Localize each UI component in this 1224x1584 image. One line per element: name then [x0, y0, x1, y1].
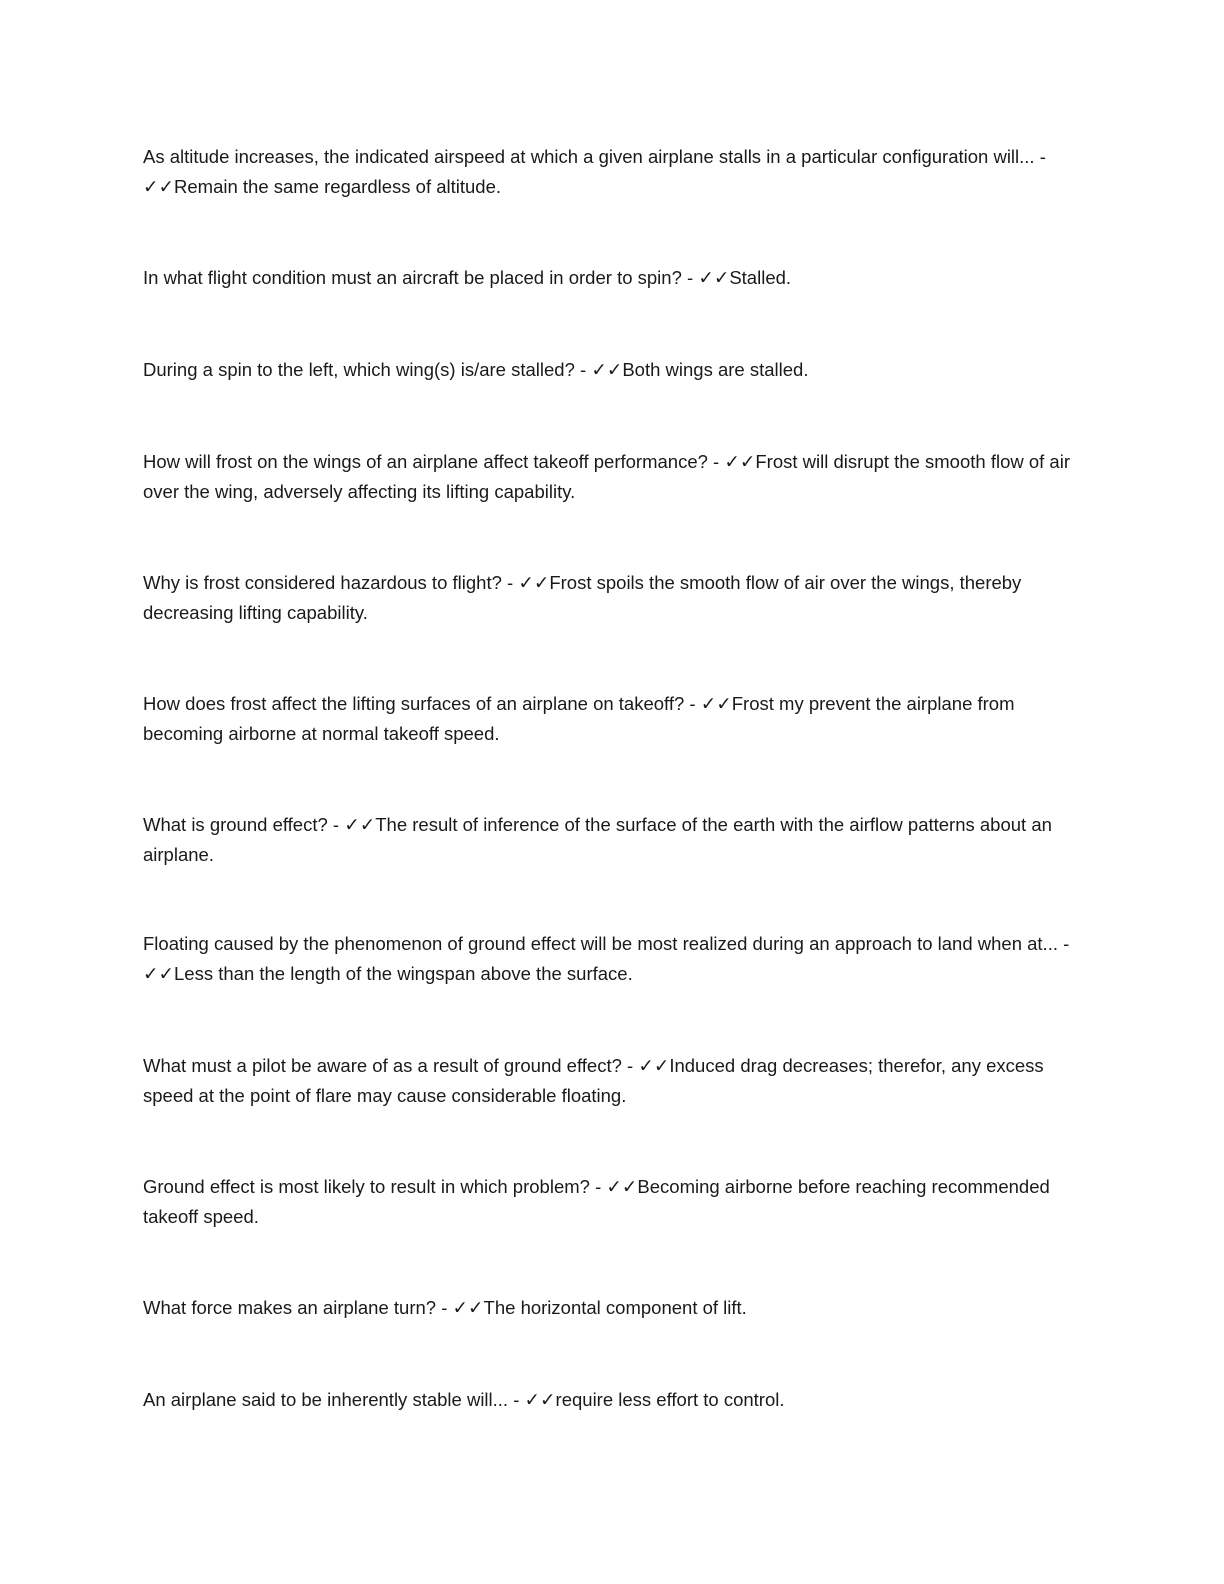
separator: -	[436, 1297, 453, 1318]
double-check-icon: ✓✓	[606, 1176, 638, 1197]
answer-text: Less than the length of the wingspan above the surface.	[174, 963, 633, 984]
qa-item	[143, 355, 1083, 385]
question-text: What must a pilot be aware of as a result of ground effect?	[143, 1055, 622, 1076]
separator: -	[501, 572, 519, 593]
double-check-icon: ✓✓	[518, 572, 550, 593]
answer-text: The horizontal component of lift.	[483, 1297, 747, 1318]
answer-text: Frost spoils the smooth flow of air over the wings, thereby decreasing lifting capability.	[143, 572, 1022, 623]
separator: -	[1034, 146, 1046, 167]
separator: -	[681, 267, 699, 288]
answer-text: Induced drag decreases; therefor, any excess speed at the point of flare may cause considerable floating.	[143, 1055, 1044, 1106]
double-check-icon: ✓✓	[143, 963, 175, 984]
separator: -	[327, 814, 345, 835]
double-check-icon: ✓✓	[452, 1297, 484, 1318]
question-text: What is ground effect?	[143, 814, 328, 835]
separator: -	[621, 1055, 639, 1076]
qa-list	[143, 142, 1083, 1415]
qa-item	[143, 447, 1083, 507]
double-check-icon: ✓✓	[591, 359, 623, 380]
answer-text: Stalled.	[729, 267, 792, 288]
double-check-icon: ✓✓	[724, 451, 756, 472]
answer-text: require less effort to control.	[555, 1389, 785, 1410]
answer-text: Frost will disrupt the smooth flow of air over the wing, adversely affecting its lifting capability.	[143, 451, 1070, 502]
answer-text: Remain the same regardless of altitude.	[174, 176, 502, 197]
double-check-icon: ✓✓	[638, 1055, 670, 1076]
qa-item	[143, 142, 1083, 202]
double-check-icon: ✓✓	[700, 693, 732, 714]
question-text: During a spin to the left, which wing(s) is/are stalled?	[143, 359, 575, 380]
double-check-icon: ✓✓	[143, 176, 175, 197]
separator: -	[508, 1389, 525, 1410]
qa-item	[143, 263, 1083, 293]
question-text: As altitude increases, the indicated airspeed at which a given airplane stalls in a particular configuration will...	[143, 146, 1035, 167]
question-text: Floating caused by the phenomenon of ground effect will be most realized during an approach to land when at...	[143, 933, 1058, 954]
separator: -	[707, 451, 725, 472]
qa-item	[143, 929, 1083, 989]
separator: -	[574, 359, 592, 380]
qa-item	[143, 1293, 1083, 1323]
question-text: An airplane said to be inherently stable will...	[143, 1389, 509, 1410]
separator: -	[1057, 933, 1070, 954]
answer-text: Both wings are stalled.	[622, 359, 809, 380]
question-text: Why is frost considered hazardous to flight?	[143, 572, 502, 593]
double-check-icon: ✓✓	[344, 814, 376, 835]
double-check-icon: ✓✓	[524, 1389, 556, 1410]
qa-item	[143, 1385, 1083, 1415]
question-text: What force makes an airplane turn?	[143, 1297, 437, 1318]
double-check-icon: ✓✓	[698, 267, 730, 288]
answer-text: Becoming airborne before reaching recommended takeoff speed.	[143, 1176, 1050, 1227]
separator: -	[589, 1176, 607, 1197]
question-text: How will frost on the wings of an airplane affect takeoff performance?	[143, 451, 708, 472]
question-text: In what flight condition must an aircraft be placed in order to spin?	[143, 267, 682, 288]
question-text: Ground effect is most likely to result in which problem?	[143, 1176, 590, 1197]
answer-text: Frost my prevent the airplane from becoming airborne at normal takeoff speed.	[143, 693, 1015, 744]
separator: -	[684, 693, 701, 714]
qa-item	[143, 568, 1083, 628]
qa-item	[143, 1172, 1083, 1232]
qa-item	[143, 689, 1083, 749]
qa-item	[143, 810, 1083, 870]
question-text: How does frost affect the lifting surfaces of an airplane on takeoff?	[143, 693, 685, 714]
qa-item	[143, 1051, 1083, 1111]
answer-text: The result of inference of the surface of the earth with the airflow patterns about an airplane.	[143, 814, 1052, 865]
